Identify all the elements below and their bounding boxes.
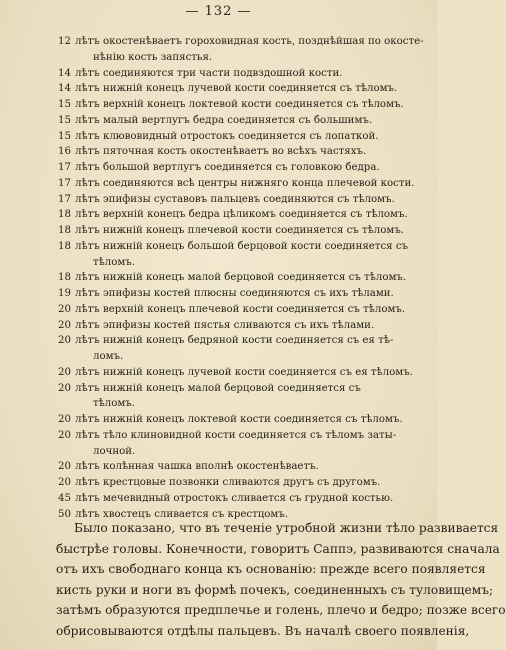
entry-age: 20 <box>58 382 71 394</box>
ossification-timeline <box>0 34 437 522</box>
timeline-entry <box>0 81 437 97</box>
entry-age: 18 <box>58 209 71 221</box>
entry-line <box>0 318 437 334</box>
timeline-entry <box>0 475 437 491</box>
entry-text-continuation: лочной. <box>93 445 136 457</box>
timeline-entry <box>0 129 437 145</box>
timeline-entry <box>0 97 437 113</box>
entry-text: лѣтъ колѣнная чашка вполнѣ окостенѣваетъ. <box>75 461 319 473</box>
timeline-entry <box>0 160 437 176</box>
paragraph-line: кисть руки и ноги въ формѣ почекъ, соединенныхъ съ туловищемъ; <box>56 582 494 597</box>
timeline-entry <box>0 412 437 428</box>
entry-age: 14 <box>58 67 71 79</box>
entry-line <box>0 412 437 428</box>
entry-line <box>0 223 437 239</box>
entry-line <box>0 396 437 412</box>
timeline-entry <box>0 34 437 66</box>
entry-text-continuation: тѣломъ. <box>93 398 136 410</box>
entry-text: лѣтъ тѣло клиновидной кости соединяется съ тѣломъ заты- <box>75 429 397 441</box>
entry-text: лѣтъ эпифизы костей пястья сливаются съ ихъ тѣлами. <box>75 319 375 331</box>
entry-line <box>0 207 437 223</box>
entry-text: лѣтъ верхній конецъ плечевой кости соединяется съ тѣломъ. <box>75 303 406 315</box>
timeline-entry <box>0 144 437 160</box>
entry-age: 20 <box>58 414 71 425</box>
entry-text: лѣтъ крестцовые позвонки сливаются другъ съ другомъ. <box>75 477 381 488</box>
entry-line <box>0 192 437 208</box>
entry-text: лѣтъ окостенѣваетъ гороховидная кость, позднѣйшая по окосте- <box>75 36 424 47</box>
timeline-entry <box>0 365 437 381</box>
entry-line <box>0 144 437 160</box>
entry-text: лѣтъ соединяются три части подвздошной кости. <box>75 67 343 79</box>
timeline-entry <box>0 318 437 334</box>
entry-age: 45 <box>58 492 71 504</box>
entry-text: лѣтъ нижній конецъ большой берцовой кости соединяется съ <box>75 240 409 252</box>
entry-age: 18 <box>58 272 71 284</box>
entry-age: 17 <box>58 177 71 189</box>
entry-age: 20 <box>58 429 71 441</box>
entry-age: 15 <box>58 99 71 110</box>
entry-line <box>0 286 437 302</box>
timeline-entry <box>0 66 437 82</box>
paragraph-line: быстрѣе головы. Конечности, говоритъ Саппэ, развиваются сначала <box>56 541 500 556</box>
timeline-entry <box>0 428 437 460</box>
entry-line <box>0 239 437 255</box>
entry-text: лѣтъ нижній конецъ малой берцовой соединяется съ тѣломъ. <box>75 272 407 284</box>
timeline-entry <box>0 239 437 271</box>
paragraph-line: отъ ихъ свободнаго конца къ основанію: прежде всего появляется <box>56 562 486 576</box>
entry-text-continuation: нѣнію кость запястья. <box>93 51 213 63</box>
entry-text-continuation: тѣломъ. <box>93 256 136 268</box>
entry-line <box>0 459 437 475</box>
timeline-entry <box>0 207 437 223</box>
timeline-entry <box>0 176 437 192</box>
timeline-entry <box>0 302 437 318</box>
timeline-entry <box>0 286 437 302</box>
paragraph-line: затѣмъ образуются предплечье и голень, плечо и бедро; позже всего <box>56 603 506 617</box>
entry-text: лѣтъ эпифизы суставовъ пальцевъ соединяются съ тѣломъ. <box>75 193 395 205</box>
entry-line <box>0 428 437 444</box>
entry-age: 12 <box>58 36 71 47</box>
entry-age: 17 <box>58 193 71 205</box>
entry-text: лѣтъ эпифизы костей плюсны соединяются съ ихъ тѣлами. <box>75 288 394 299</box>
timeline-entry <box>0 459 437 475</box>
entry-age: 20 <box>58 461 71 473</box>
entry-age: 20 <box>58 366 71 378</box>
paragraph-line: обрисовываются отдѣлы пальцевъ. Въ началѣ своего появленія, <box>56 623 470 638</box>
entry-line <box>0 270 437 286</box>
timeline-entry <box>0 270 437 286</box>
entry-text: лѣтъ нижній конецъ локтевой кости соединяется съ тѣломъ. <box>75 414 403 425</box>
entry-text: лѣтъ соединяются всѣ центры нижняго конца плечевой кости. <box>75 177 415 189</box>
entry-text: лѣтъ верхній конецъ бедра цѣликомъ соединяется съ тѣломъ. <box>75 209 408 221</box>
entry-text: лѣтъ нижній конецъ лучевой кости соединяется съ тѣломъ. <box>75 83 398 95</box>
entry-age: 20 <box>58 335 71 347</box>
entry-age: 17 <box>58 162 71 173</box>
entry-age: 50 <box>58 508 71 520</box>
entry-line <box>0 34 437 50</box>
entry-age: 16 <box>58 146 71 158</box>
timeline-entry <box>0 381 437 413</box>
timeline-entry <box>0 491 437 507</box>
entry-age: 14 <box>58 83 71 95</box>
body-paragraph <box>56 518 506 641</box>
entry-text: лѣтъ клювовидный отростокъ соединяется съ лопаткой. <box>75 130 379 142</box>
entry-text: лѣтъ верхній конецъ локтевой кости соединяется съ тѣломъ. <box>75 99 404 110</box>
entry-line <box>0 160 437 176</box>
entry-text: лѣтъ нижній конецъ плечевой кости соединяется съ тѣломъ. <box>75 225 405 236</box>
entry-line <box>0 333 437 349</box>
entry-line <box>0 365 437 381</box>
paragraph-line: Было показано, что въ теченіе утробной жизни тѣло развивается <box>74 521 499 535</box>
entry-line <box>0 113 437 129</box>
entry-line <box>0 302 437 318</box>
timeline-entry <box>0 192 437 208</box>
entry-text: лѣтъ пяточная кость окостенѣваетъ во всѣхъ частяхъ. <box>75 146 367 158</box>
entry-text: лѣтъ мечевидный отростокъ сливается съ грудной костью. <box>75 492 394 504</box>
entry-line <box>0 129 437 145</box>
entry-line <box>0 176 437 192</box>
entry-line <box>0 491 437 507</box>
entry-age: 20 <box>58 477 71 488</box>
timeline-entry <box>0 113 437 129</box>
entry-text: лѣтъ нижній конецъ бедряной кости соединяется съ ея тѣ- <box>75 335 394 347</box>
entry-age: 20 <box>58 319 71 331</box>
timeline-entry <box>0 223 437 239</box>
entry-line <box>0 66 437 82</box>
entry-age: 19 <box>58 288 71 299</box>
entry-line <box>0 349 437 365</box>
entry-line <box>0 475 437 491</box>
entry-line <box>0 97 437 113</box>
entry-age: 20 <box>58 303 71 315</box>
entry-age: 15 <box>58 114 71 126</box>
entry-line <box>0 381 437 397</box>
timeline-entry <box>0 333 437 365</box>
entry-text: лѣтъ малый вертлугъ бедра соединяется съ большимъ. <box>75 114 373 126</box>
entry-text: лѣтъ нижній конецъ малой берцовой соединяется съ <box>75 382 361 394</box>
entry-age: 15 <box>58 130 71 142</box>
page-number: — 132 — <box>185 4 252 19</box>
entry-age: 18 <box>58 240 71 252</box>
entry-text: лѣтъ нижній конецъ лучевой кости соединяется съ ея тѣломъ. <box>75 366 413 378</box>
entry-line <box>0 255 437 271</box>
entry-age: 18 <box>58 225 71 236</box>
entry-text: лѣтъ хвостецъ сливается съ крестцомъ. <box>75 508 289 520</box>
entry-line <box>0 81 437 97</box>
entry-text: лѣтъ большой вертлугъ соединяется съ головкою бедра. <box>75 162 380 173</box>
entry-line <box>0 444 437 460</box>
entry-text-continuation: ломъ. <box>93 351 124 362</box>
entry-line <box>0 50 437 66</box>
